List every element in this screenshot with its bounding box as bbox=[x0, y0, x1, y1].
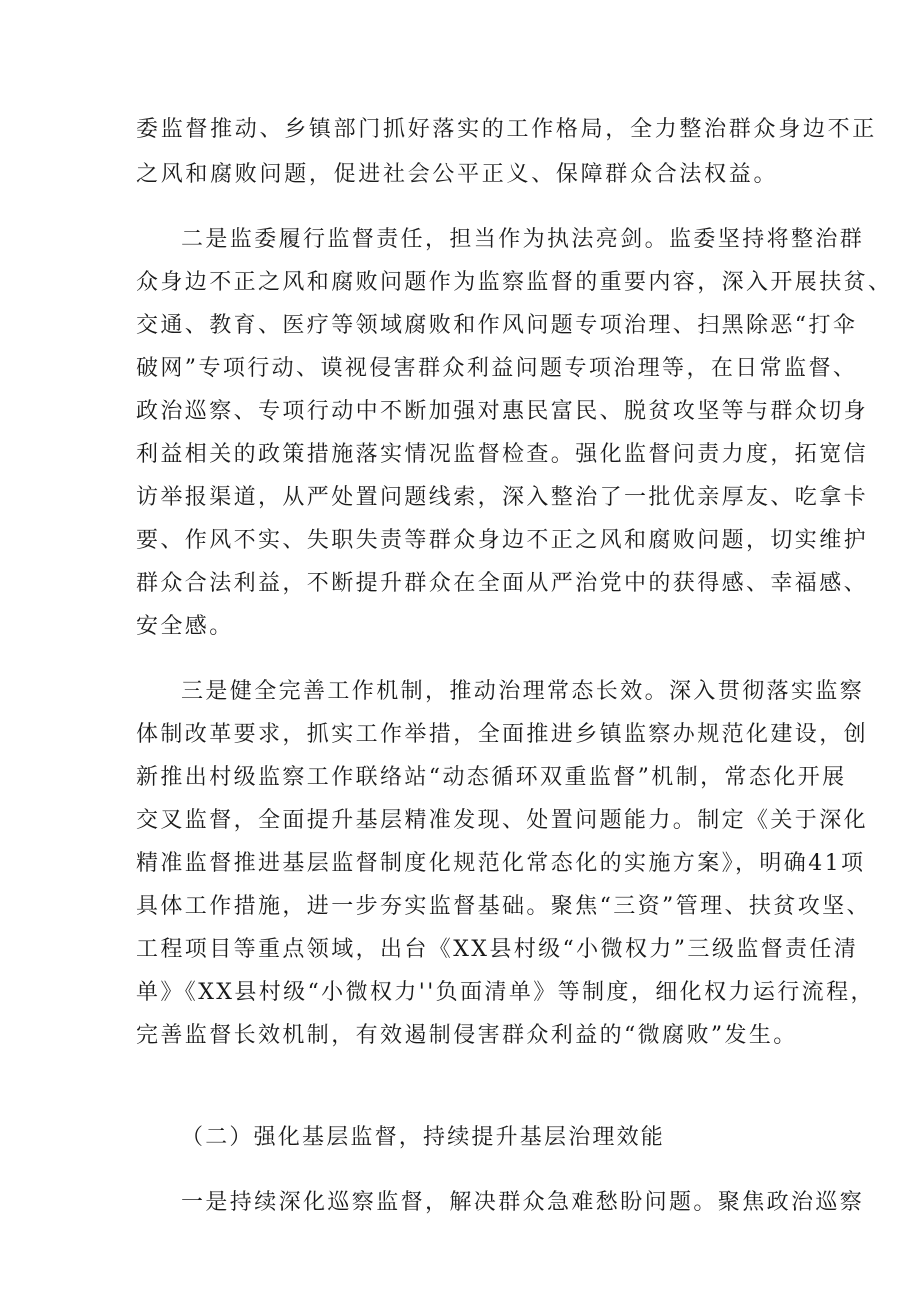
paragraph-continuation-line: 委监督推动、乡镇部门抓好落实的工作格局，全力整治群众身边不正 bbox=[136, 117, 878, 142]
paragraph-mechanism-line: 精准监督推进基层监督制度化规范化常态化的实施方案》，明确41项 bbox=[136, 851, 866, 876]
paragraph-supervision-line: 访举报渠道，从严处置问题线索，深入整治了一批优亲厚友、吃拿卡 bbox=[136, 485, 869, 510]
paragraph-supervision-line: 要、作风不实、失职失责等群众身边不正之风和腐败问题，切实维护 bbox=[136, 528, 869, 553]
paragraph-mechanism-line: 工程项目等重点领域，出台《XX县村级“小微权力”三级监督责任清 bbox=[136, 937, 859, 962]
paragraph-supervision-line: 二是监委履行监督责任，担当作为执法亮剑。监委坚持将整治群 bbox=[181, 227, 865, 252]
paragraph-supervision-line: 安全感。 bbox=[136, 614, 234, 639]
paragraph-mechanism-line: 完善监督长效机制，有效遏制侵害群众利益的“微腐败”发生。 bbox=[136, 1023, 798, 1048]
paragraph-supervision-line: 交通、教育、医疗等领域腐败和作风问题专项治理、扫黑除恶“打伞 bbox=[136, 313, 858, 338]
paragraph-mechanism-line: 新推出村级监察工作联络站“动态循环双重监督”机制，常态化开展 bbox=[136, 765, 847, 790]
paragraph-continuation-line: 之风和腐败问题，促进社会公平正义、保障群众合法权益。 bbox=[136, 162, 779, 187]
paragraph-mechanism-line: 具体工作措施，进一步夯实监督基础。聚焦“三资”管理、扶贫攻坚、 bbox=[136, 894, 871, 919]
paragraph-mechanism-line: 三是健全完善工作机制，推动治理常态长效。深入贯彻落实监察 bbox=[181, 679, 865, 704]
paragraph-supervision-line: 众身边不正之风和腐败问题作为监察监督的重要内容，深入开展扶贫、 bbox=[136, 270, 893, 295]
paragraph-mechanism-line: 单》《XX县村级“小微权力''负面清单》等制度，细化权力运行流程， bbox=[136, 980, 875, 1005]
paragraph-mechanism-line: 体制改革要求，抓实工作举措，全面推进乡镇监察办规范化建设，创 bbox=[136, 722, 869, 747]
paragraph-mechanism-line: 交叉监督，全面提升基层精准发现、处置问题能力。制定《关于深化 bbox=[136, 808, 869, 833]
section-heading: （二）强化基层监督，持续提升基层治理效能 bbox=[181, 1125, 666, 1150]
paragraph-supervision-line: 破网”专项行动、谟视侵害群众利益问题专项治理等，在日常监督、 bbox=[136, 356, 858, 381]
paragraph-supervision-line: 利益相关的政策措施落实情况监督检查。强化监督问责力度，拓宽信 bbox=[136, 442, 869, 467]
paragraph-supervision-line: 群众合法利益，不断提升群众在全面从严治党中的获得感、幸福感、 bbox=[136, 571, 869, 596]
paragraph-supervision-line: 政治巡察、专项行动中不断加强对惠民富民、脱贫攻坚等与群众切身 bbox=[136, 399, 869, 424]
paragraph-inspection-line: 一是持续深化巡察监督，解决群众急难愁盼问题。聚焦政治巡察 bbox=[181, 1190, 865, 1215]
